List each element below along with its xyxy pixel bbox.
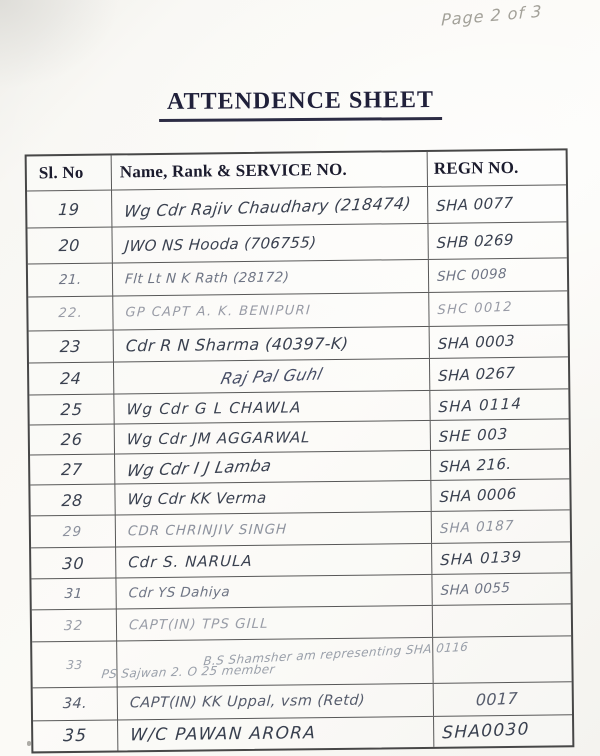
name-value: Wg Cdr JM AGGARWAL	[126, 427, 311, 448]
name-value: Cdr R N Sharma (40397-K)	[125, 333, 349, 356]
table-row	[33, 714, 572, 751]
name-value-line2: PS Sajwan 2. O 25 member	[100, 661, 276, 681]
regn-no-value: 0017	[475, 688, 519, 710]
sl-no-value: 28	[61, 490, 84, 510]
row-regn-no	[430, 479, 569, 511]
row-name	[117, 717, 433, 751]
row-name	[114, 451, 430, 484]
row-regn-no	[431, 542, 570, 574]
attendance-table	[25, 148, 575, 753]
row-sl-no	[29, 394, 113, 424]
table-row	[30, 418, 569, 454]
regn-no-value: SHA 0114	[438, 393, 523, 416]
table-row	[27, 184, 566, 227]
row-regn-no	[429, 389, 568, 420]
row-regn-no	[430, 449, 569, 480]
sl-no-value: 27	[61, 459, 84, 480]
row-name	[115, 512, 431, 547]
row-name	[114, 421, 430, 454]
row-regn-no	[427, 185, 566, 223]
name-value: Cdr YS Dahiya	[128, 584, 231, 602]
regn-no-value: SHE 003	[438, 424, 509, 446]
page-title: ATTENDENCE SHEET	[158, 87, 441, 122]
row-regn-no	[433, 682, 572, 716]
regn-no-value: SHC 0098	[436, 265, 508, 286]
row-sl-no	[27, 228, 111, 264]
sl-no-value: 29	[62, 523, 83, 540]
row-name	[115, 575, 431, 609]
name-value: Flt Lt N K Rath (28172)	[124, 269, 290, 288]
table-row	[30, 478, 569, 515]
row-name	[117, 684, 433, 720]
table-body	[27, 184, 572, 751]
row-regn-no	[433, 715, 572, 747]
name-value: CAPT(IN) KK Uppal, vsm (Retd)	[129, 692, 366, 712]
scan-smudge	[0, 0, 120, 90]
regn-no-value: SHA 0003	[437, 331, 516, 353]
sl-no-value: 20	[58, 235, 81, 256]
regn-no-value: SHB 0269	[436, 230, 515, 252]
sl-no-value: 31	[64, 585, 84, 603]
row-name	[114, 481, 430, 515]
regn-no-value: SHA 0077	[436, 193, 514, 216]
row-regn-no	[429, 325, 568, 358]
row-name	[115, 544, 431, 578]
row-name	[112, 260, 428, 296]
row-sl-no	[32, 609, 116, 641]
table-row	[27, 221, 566, 263]
row-sl-no	[31, 578, 115, 609]
name-value: Wg Cdr KK Verma	[127, 488, 268, 509]
table-row	[32, 635, 571, 687]
row-sl-no	[27, 191, 111, 228]
row-name	[113, 391, 429, 424]
row-regn-no	[429, 357, 568, 390]
header-sl-no: Sl. No	[38, 162, 84, 183]
name-value: Cdr S. NARULA	[127, 551, 254, 572]
row-name	[116, 606, 432, 641]
row-sl-no	[29, 362, 113, 394]
sl-no-value: 22.	[57, 305, 84, 322]
header-name: Name, Rank & SERVICE NO.	[111, 152, 427, 190]
table-row	[31, 572, 570, 609]
sl-no-value: 25	[59, 399, 84, 420]
name-value: Wg Cdr Rajiv Chaudhary (218474)	[123, 193, 413, 221]
name-value: Wg Cdr G L CHAWLA	[125, 397, 303, 418]
row-sl-no	[29, 330, 113, 362]
row-sl-no	[33, 720, 117, 751]
name-value: JWO NS Hooda (706755)	[123, 232, 318, 255]
table-row	[31, 541, 570, 578]
row-regn-no	[428, 291, 567, 326]
sl-no-value: 19	[58, 199, 81, 219]
row-sl-no	[30, 454, 114, 484]
row-name	[111, 187, 427, 227]
name-value: Raj Pal Guhl	[218, 364, 325, 389]
table-row	[29, 356, 568, 394]
sl-no-value: 32	[63, 617, 85, 634]
table-row	[33, 681, 572, 720]
table-row	[31, 509, 570, 547]
row-name	[111, 224, 427, 263]
name-value: CAPT(IN) TPS GILL	[128, 615, 270, 633]
table-header-row	[27, 150, 566, 190]
row-sl-no	[28, 296, 112, 330]
regn-no-value: SHA 0187	[439, 517, 515, 537]
name-value: Wg Cdr I J Lamba	[125, 455, 274, 481]
table-row	[28, 257, 567, 296]
sl-no-value: 21.	[58, 271, 82, 289]
row-regn-no	[432, 604, 571, 637]
sl-no-value: 34.	[62, 695, 88, 713]
row-name	[113, 327, 429, 362]
name-value: CDR CHRINJIV SINGH	[127, 521, 288, 539]
title-wrap	[0, 88, 600, 121]
regn-no-value: SHA 216.	[438, 454, 512, 476]
row-regn-no	[431, 573, 570, 605]
sl-no-value: 23	[59, 336, 82, 357]
row-regn-no	[430, 419, 569, 450]
name-value: W/C PAWAN ARORA	[129, 723, 317, 746]
sl-no-value: 33	[65, 657, 83, 672]
sl-no-value: 35	[62, 725, 88, 747]
row-name	[112, 293, 428, 330]
sl-no-value: 30	[61, 553, 85, 573]
table-row	[29, 324, 568, 362]
row-sl-no	[33, 687, 117, 720]
header-regn-no: REGN NO.	[427, 150, 566, 186]
row-name	[113, 359, 429, 394]
row-sl-no	[30, 424, 114, 454]
table-row	[30, 448, 569, 484]
regn-no-value: SHA 0055	[440, 579, 511, 600]
row-sl-no	[30, 484, 114, 515]
row-name	[100, 638, 469, 687]
row-sl-no	[31, 547, 115, 578]
table-row	[28, 290, 567, 330]
row-regn-no	[427, 222, 566, 259]
table-row	[29, 388, 568, 424]
regn-no-value: SHA 0139	[440, 547, 523, 570]
regn-no-value: SHA0030	[442, 719, 530, 744]
sl-no-value: 24	[60, 368, 83, 389]
regn-no-value: SHC 0012	[437, 299, 514, 319]
page-number-note: Page 2 of 3	[440, 1, 542, 30]
table-row	[32, 603, 571, 641]
row-sl-no	[31, 515, 115, 547]
row-sl-no	[28, 264, 112, 297]
row-regn-no	[428, 258, 567, 292]
regn-no-value: SHA 0006	[439, 484, 517, 507]
name-value: GP CAPT A. K. BENIPURI	[124, 303, 312, 321]
name-value: B.S Shamsher am representing SHA 0116	[202, 639, 469, 668]
row-regn-no	[431, 510, 570, 543]
sl-no-value: 26	[60, 429, 84, 450]
regn-no-value: SHA 0267	[437, 363, 516, 385]
